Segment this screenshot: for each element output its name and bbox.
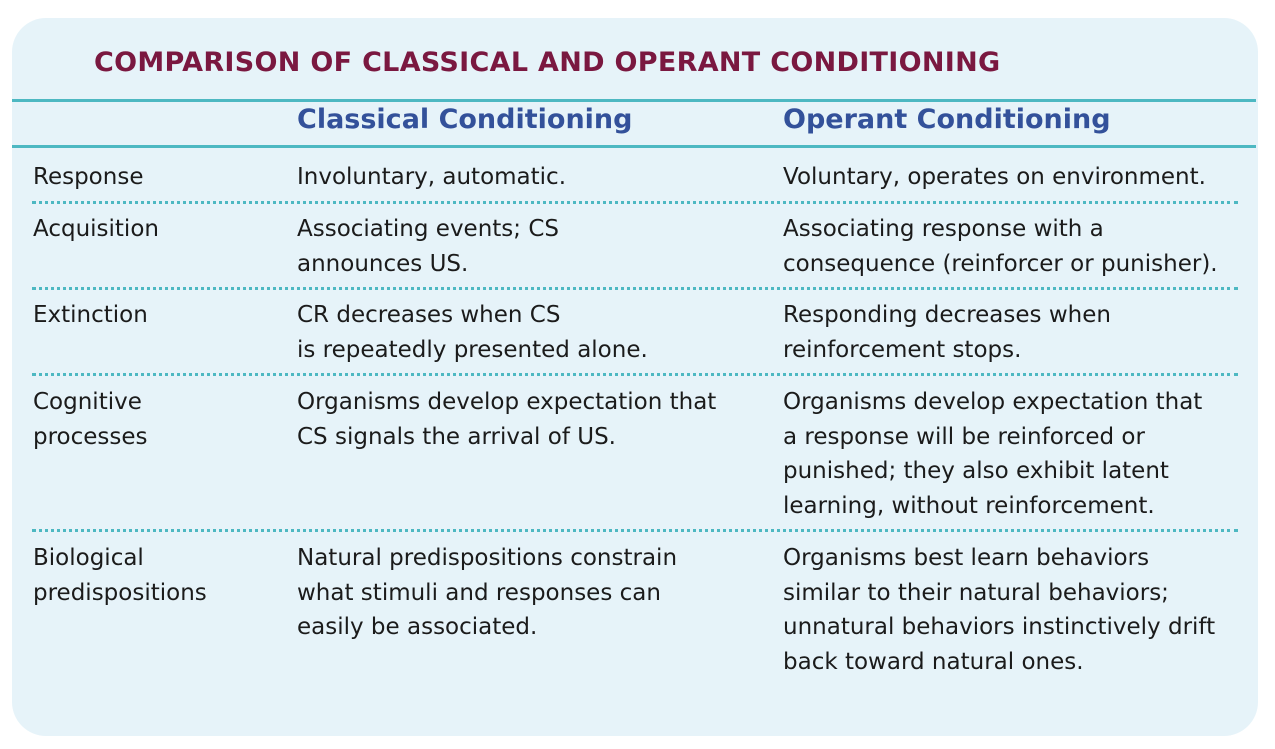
classical-cell [297,298,648,367]
classical-cell [297,541,677,645]
classical-cell-line: is repeatedly presented alone. [297,336,648,363]
operant-cell-line: consequence (reinforcer or punisher). [783,250,1218,277]
operant-cell-line: unnatural behaviors instinctively drift [783,614,1216,640]
title-rule [12,99,1256,102]
operant-cell-line: punished; they also exhibit latent [783,458,1169,484]
row-label-line: Extinction [33,302,148,328]
row-label [33,160,143,195]
row-label-line: Biological [33,545,144,571]
operant-cell-line: a response will be reinforced or [783,423,1145,450]
classical-cell-line: Organisms develop expectation that [297,389,717,415]
operant-cell-line: Associating response with a [783,216,1104,242]
row-divider [32,373,1238,376]
classical-cell-line: what stimuli and responses can [297,579,661,606]
operant-cell-line: reinforcement stops. [783,336,1022,363]
operant-cell [783,160,1206,195]
operant-cell [783,541,1215,679]
row-label [33,298,148,333]
operant-cell [783,385,1202,523]
row-label-line: predispositions [33,579,207,606]
row-divider [32,287,1238,290]
classical-cell-line: announces US. [297,250,469,277]
table-title: COMPARISON OF CLASSICAL AND OPERANT CONDITIONING [94,47,1001,78]
classical-cell-line: Natural predispositions constrain [297,545,678,571]
operant-cell-line: Voluntary, operates on environment. [783,164,1206,190]
column-heading-operant: Operant Conditioning [783,104,1111,135]
classical-cell-line: Associating events; CS [297,216,560,242]
row-label-line: Response [33,164,144,190]
classical-cell-line: CS signals the arrival of US. [297,423,616,450]
row-label [33,541,207,610]
column-heading-classical: Classical Conditioning [297,104,633,135]
row-divider [32,201,1238,204]
operant-cell [783,298,1111,367]
row-divider [32,529,1238,532]
classical-cell-line: Involuntary, automatic. [297,164,567,190]
classical-cell-line: easily be associated. [297,614,538,640]
operant-cell-line: learning, without reinforcement. [783,492,1155,519]
row-label [33,385,148,454]
header-rule [12,145,1256,148]
operant-cell-line: Organisms develop expectation that [783,389,1203,415]
operant-cell-line: back toward natural ones. [783,648,1084,675]
classical-cell [297,160,566,195]
operant-cell-line: Responding decreases when [783,302,1111,328]
row-label [33,212,159,247]
classical-cell [297,385,716,454]
classical-cell-line: CR decreases when CS [297,302,561,328]
row-label-line: processes [33,423,148,450]
operant-cell-line: similar to their natural behaviors; [783,579,1169,606]
operant-cell-line: Organisms best learn behaviors [783,545,1150,571]
operant-cell [783,212,1218,281]
classical-cell [297,212,559,281]
row-label-line: Cognitive [33,389,142,415]
row-label-line: Acquisition [33,216,159,242]
